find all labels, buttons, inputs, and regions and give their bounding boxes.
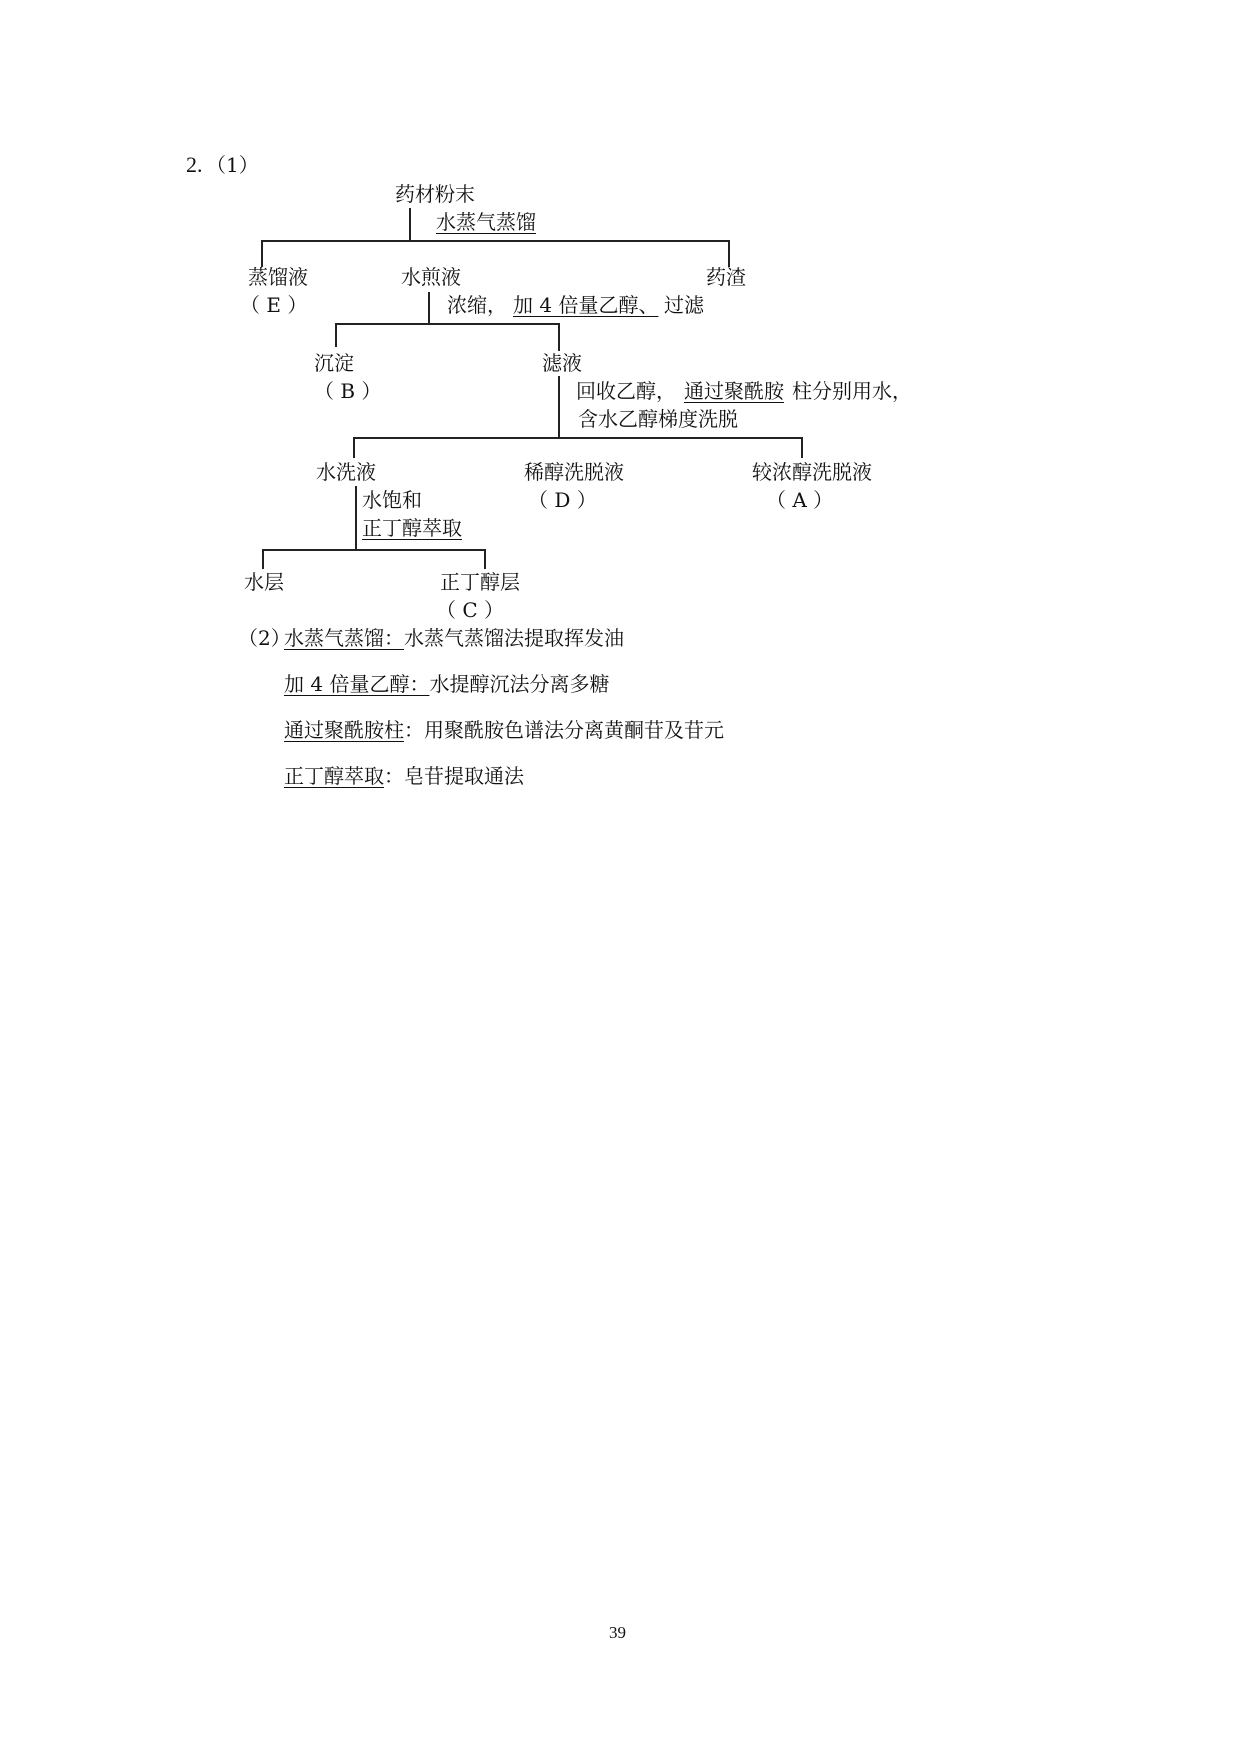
answer-text: 水蒸气蒸馏法提取挥发油 bbox=[404, 626, 624, 650]
branch-line-3 bbox=[353, 437, 803, 439]
step3-prefix: 回收乙醇， bbox=[576, 379, 676, 403]
branch-line-4 bbox=[262, 549, 486, 551]
butanol-layer-node: 正丁醇层 bbox=[440, 570, 520, 594]
branch-drop-precipitate bbox=[335, 323, 337, 347]
branch-drop-water bbox=[353, 437, 355, 458]
decoction-node: 水煎液 bbox=[401, 265, 461, 289]
filtrate-node: 滤液 bbox=[542, 351, 582, 375]
water-eluate-stem bbox=[355, 486, 357, 550]
distillate-node: 蒸馏液 bbox=[248, 265, 308, 289]
conc-tag: （ A ） bbox=[766, 488, 834, 512]
branch-drop-residue bbox=[728, 240, 730, 267]
question-number: 2. bbox=[186, 152, 203, 177]
branch-line-2 bbox=[335, 323, 560, 325]
step2-suffix: 过滤 bbox=[664, 293, 704, 317]
answer-text: 水提醇沉法分离多糖 bbox=[429, 672, 610, 696]
root-stem bbox=[409, 208, 411, 241]
water-layer-node: 水层 bbox=[244, 570, 284, 594]
answer-text: ：皂苷提取通法 bbox=[384, 764, 524, 788]
answer-term: 水蒸气蒸馏： bbox=[284, 626, 404, 650]
distillate-tag: （ E ） bbox=[240, 293, 308, 317]
step2-underlined: 加 4 倍量乙醇、 bbox=[513, 293, 659, 317]
answer-item bbox=[284, 672, 609, 696]
butanol-tag: （ C ） bbox=[436, 598, 505, 622]
answer-text: ：用聚酰胺色谱法分离黄酮苷及苷元 bbox=[404, 718, 724, 742]
residue-node: 药渣 bbox=[706, 265, 746, 289]
filtrate-stem bbox=[558, 376, 560, 438]
part1-label: （1） bbox=[206, 153, 259, 177]
answer-term: 加 4 倍量乙醇： bbox=[284, 672, 430, 696]
dilute-eluate-node: 稀醇洗脱液 bbox=[524, 460, 624, 484]
step1-label: 水蒸气蒸馏 bbox=[436, 210, 536, 234]
step4-line1: 水饱和 bbox=[362, 488, 422, 512]
branch-drop-water-layer bbox=[262, 549, 264, 569]
answer-term: 通过聚酰胺柱 bbox=[284, 718, 404, 742]
step3-line2: 含水乙醇梯度洗脱 bbox=[578, 407, 738, 431]
root-node: 药材粉末 bbox=[395, 182, 475, 206]
branch-drop-filtrate bbox=[558, 323, 560, 351]
precipitate-node: 沉淀 bbox=[314, 351, 354, 375]
dilute-tag: （ D ） bbox=[528, 488, 597, 512]
branch-drop-distillate bbox=[261, 240, 263, 267]
page-number: 39 bbox=[609, 1623, 626, 1642]
part2-label: （2） bbox=[238, 626, 291, 650]
precipitate-tag: （ B ） bbox=[314, 379, 382, 403]
step3-underlined: 通过聚酰胺 bbox=[684, 379, 784, 403]
answer-term: 正丁醇萃取 bbox=[284, 764, 384, 788]
step3-suffix: 柱分别用水， bbox=[792, 379, 912, 403]
branch-drop-conc bbox=[801, 437, 803, 458]
water-eluate-node: 水洗液 bbox=[316, 460, 376, 484]
step4-underlined: 正丁醇萃取 bbox=[362, 516, 462, 540]
answer-item bbox=[284, 764, 524, 788]
answer-item bbox=[284, 626, 624, 650]
step2-prefix: 浓缩， bbox=[447, 293, 507, 317]
branch-line-1 bbox=[261, 240, 730, 242]
answer-item bbox=[284, 718, 724, 742]
decoction-stem bbox=[428, 292, 430, 324]
branch-drop-butanol bbox=[484, 549, 486, 569]
conc-eluate-node: 较浓醇洗脱液 bbox=[752, 460, 872, 484]
